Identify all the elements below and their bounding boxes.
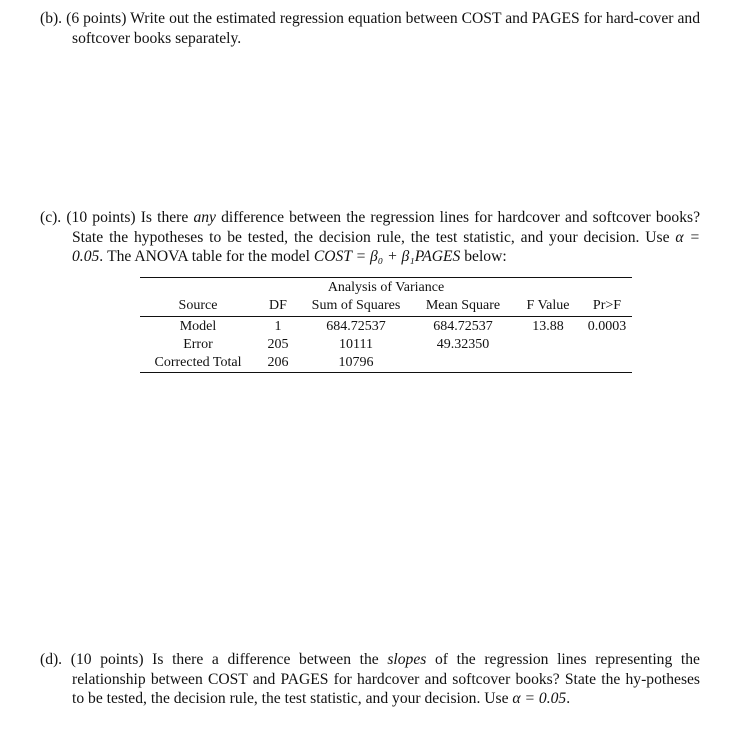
anova-header-cell: Mean Square: [425, 298, 501, 313]
anova-cell: 49.32350: [436, 337, 490, 352]
question-c-text-3: . The ANOVA table for the model: [99, 248, 314, 266]
anova-bottom-rule: [140, 372, 632, 373]
question-c-text-2: difference between the regression lines for hardcover and softcover books? State the hypotheses to be tested, the decision rule, the test statistic, and your decision. Use: [72, 209, 700, 246]
anova-table: [140, 277, 632, 373]
anova-grid: [140, 297, 632, 372]
anova-cell: 0.0003: [587, 319, 627, 334]
question-d-label: (d).: [40, 651, 63, 668]
question-d-text-3: .: [566, 690, 571, 708]
anova-cell: [582, 354, 632, 372]
anova-cell: Corrected Total: [154, 355, 242, 370]
anova-row: [140, 354, 632, 372]
question-c: [40, 208, 700, 267]
anova-cell: [582, 336, 632, 354]
question-c-alpha: α = 0.05: [72, 228, 700, 266]
anova-cell: Model: [179, 319, 217, 334]
question-d: [40, 650, 700, 709]
question-b: [40, 9, 700, 48]
anova-row: [140, 336, 632, 354]
anova-cell: 1: [274, 319, 282, 334]
anova-cell: Error: [183, 337, 213, 352]
anova-header-cell: F Value: [526, 298, 570, 313]
question-d-text-2: of the regression lines representing the relationship between COST and PAGES for hardcover and softcover books? State the hy-potheses to be tested, the decision rule, the test statistic, and your decision. Use: [72, 651, 700, 708]
question-c-model: COST = β₀ + β₁PAGES: [313, 248, 461, 266]
anova-cell: 205: [267, 337, 289, 352]
anova-cell: 10111: [339, 337, 373, 352]
question-c-emphasis: any: [193, 209, 216, 226]
anova-header-cell: Sum of Squares: [311, 298, 401, 313]
question-d-alpha: α = 0.05: [512, 690, 567, 708]
question-c-text-4: below:: [460, 248, 507, 266]
anova-row: [140, 318, 632, 336]
anova-cell: 684.72537: [326, 319, 386, 334]
anova-header-cell: Source: [178, 298, 218, 313]
question-b-label: (b).: [40, 10, 63, 27]
question-b-text: (6 points) Write out the estimated regression equation between COST and PAGES for hard-cover and softcover books separately.: [66, 10, 700, 47]
anova-header-cell: DF: [269, 298, 287, 313]
anova-cell: [514, 336, 582, 354]
anova-cell: 206: [267, 355, 289, 370]
anova-header-cell: Pr>F: [592, 298, 622, 313]
anova-cell: [412, 354, 514, 372]
anova-cell: 13.88: [532, 319, 564, 334]
anova-cell: 10796: [338, 355, 374, 370]
question-d-emphasis: slopes: [387, 651, 427, 668]
question-c-label: (c).: [40, 209, 62, 226]
question-c-text-1: (10 points) Is there: [66, 209, 194, 226]
anova-cell: [514, 354, 582, 372]
anova-header-row: [140, 297, 632, 317]
anova-cell: 684.72537: [433, 319, 493, 334]
question-d-text-1: (10 points) Is there a difference between the: [70, 651, 388, 668]
anova-title: Analysis of Variance: [327, 280, 445, 295]
